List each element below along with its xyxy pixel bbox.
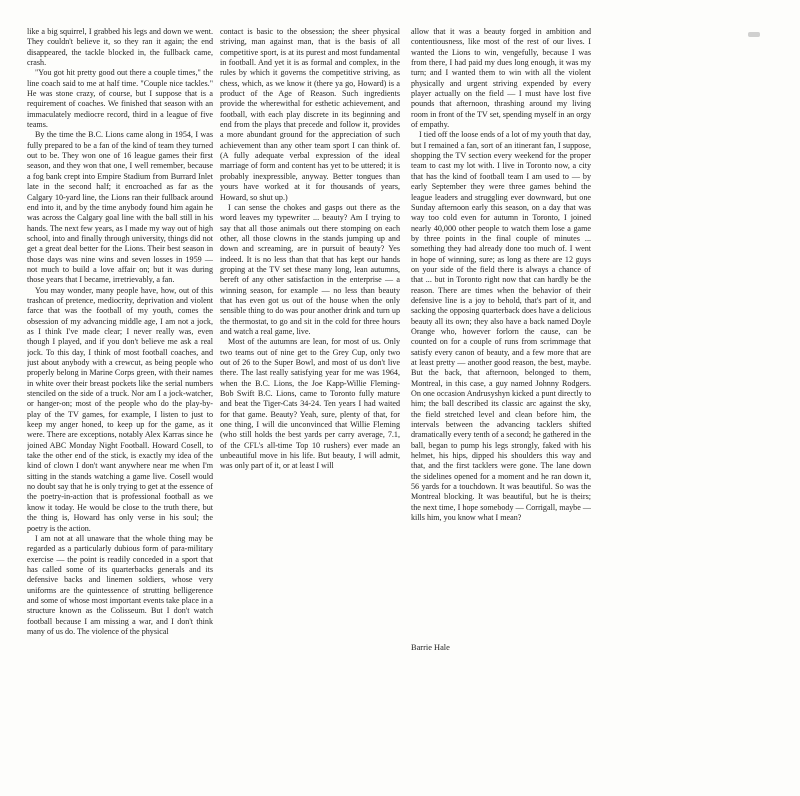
- article-column-1: [27, 27, 213, 717]
- paragraph: You may wonder, many people have, how, out of this trashcan of pretence, mediocrity, deprivation and violent farce that was the football of my youth, comes the obsession of my advancing middle age, I am not a jock, as I think I've made clear; I never really was, even though I played, and if you don't believe me ask a real jock. To this day, I think of most football coaches, and just about anybody with a crewcut, as being people who properly belong in Marine Corps green, with their names in white over their breast pockets like the serial numbers stenciled on the side of a truck. Nor am I a jock-watcher, or hanger-on; most of the people who do the play-by-play of the TV games, for example, I listen to just to keep my anger honed, to keep up for the game, as it were. There are exceptions, notably Alex Karras since he joined ABC Monday Night Football. Howard Cosell, to take the other end of the stick, is exactly my idea of the kind of clown I don't want anywhere near me when I'm sitting in the stands watching a game live. Cosell would no doubt say that he is only trying to get at the essence of the poetry-in-action that is professional football as we know it today. He would be close to the truth there, but the thing is, Howard has only verse in his soul; the poetry is the action.: [27, 285, 213, 533]
- paragraph: allow that it was a beauty forged in ambition and contentiousness, like most of the rest of our lives. I wanted the Lions to win, vengefully, because I was from there, I had paid my dues long enough, it was my turn; and I wanted them to win with all the violent physically and urgent striving expended by every player actually on the field — I must have lost five pounds that afternoon, thrashing around my living room in front of the TV set, spending myself in an orgy of empathy.: [411, 27, 591, 130]
- paragraph: "You got hit pretty good out there a couple times," the line coach said to me at half time. "Couple nice tackles." He was stone crazy, of course, but I suppose that is a requirement of coaches. We finished that season with an immaculately mediocre record, third in a league of five teams.: [27, 68, 213, 130]
- paragraph: I can sense the chokes and gasps out there as the word leaves my typewriter ... beauty? Am I trying to say that all those animals out there stomping on each other, all those clowns in the stands jumping up and down and screaming, are in pursuit of beauty? Yes indeed. It is no less than that that has kept our hands groping at the TV set these many long, lean autumns, bereft of any other satisfaction in the enterprise — a winning season, for example — no less than beauty that has even got us out of the house when the only sensible thing to do was pour another drink and turn up the thermostat, to go and sit in the cold for three hours and watch a real game, live.: [220, 202, 400, 336]
- paragraph: By the time the B.C. Lions came along in 1954, I was fully prepared to be a fan of the kind of team they turned out to be. They won one of 16 league games their first season, and they won that one, I well remember, because a fog bank crept into Empire Stadium from Burrard Inlet late in the second half; it encroached as far as the Calgary 10-yard line, the Lions ran their fullback around end into it, and by the time anybody found him again he was across the Calgary goal line with the ball still in his hands. The next few years, as I made my way out of high school, into and finally through university, things did not get a great deal better for the Lions. Their best season in those days was nine wins and seven losses in 1959 — not much to build a love affair on; but it was during those years that I became, irretrievably, a fan.: [27, 130, 213, 285]
- article-column-2: [220, 27, 400, 717]
- paragraph: like a big squirrel, I grabbed his legs and down we went. They couldn't believe it, so they ran it again; the end disappeared, the tackle blocked in, the fullback came, crash.: [27, 27, 213, 68]
- paragraph: I am not at all unaware that the whole thing may be regarded as a particularly dubious form of para-military exercise — the point is readily conceded in a sport that has called some of its quarterbacks generals and its defensive backs and linemen soldiers, whose very uniforms are the quintessence of strutting belligerence and some of whose most important events take place in a structure known as the Colisseum. But I don't watch football because I am missing a war, and I don't think many of us do. The violence of the physical: [27, 533, 213, 636]
- paragraph: Most of the autumns are lean, for most of us. Only two teams out of nine get to the Grey Cup, only two out of 26 to the Super Bowl, and most of us don't live there. The last really satisfying year for me was 1964, when the B.C. Lions, the Joe Kapp-Willie Fleming-Bob Swift B.C. Lions, came to Toronto fully mature and beat the Tiger-Cats 34-24. Ten years I had waited for that game. Beauty? Yeah, sure, plenty of that, for one thing, I will die unconvinced that Willie Fleming (who still holds the best yards per carry average, 7.1, of the CFL's all-time Top 10 rushers) ever made an unbeautiful move in his life. But beauty, I will admit, was only part of it, or at least I will: [220, 337, 400, 471]
- paragraph: I tied off the loose ends of a lot of my youth that day, but I remained a fan, sort of an itinerant fan, I suppose, shopping the TV section every weekend for the proper team to cast my lot with. I live in Toronto now, a city that has the kind of football team I am used to — by early September they were three games behind the league leaders and struggling ever downward, but one Sunday afternoon early this season, on a day that was way too cold even for autumn in Toronto, I joined nearly 40,000 other people to watch them lose a game by three points in the final couple of minutes ... something they had already done too much of. I went in hope of winning, sure; as long as there are 12 guys on your side of the field there is always a chance of that ... but in Toronto right now that can hardly be the reason. There are times when the behavior of their defensive line is a joy to behold, that's part of it, and sacking the opposing quarterback does have a delicious beauty all its own; they also have a back named Doyle Orange who, however forlorn the cause, can be counted on for a couple of runs from scrimmage that satisfy every canon of beauty, and a few more that are at least pretty — another good reason, the best, maybe. But the back, that afternoon, belonged to them, Montreal, in this case, a guy named Johnny Rodgers. On one occasion Andrusyshyn kicked a punt directly to him; the ball described its classic arc against the sky, the field stretched level and clean before him, the intervals between the advancing tacklers shifted dramatically every tenth of a second; he gathered in the ball, began to pump his legs strongly, faked with his helmet, his hips, dipped his shoulders this way and that, and the first tacklers were gone. The lane down the sidelines opened for a moment and he ran down it, 56 yards for a touchdown. It was beautiful. So was the Montreal blocking. It was beautiful, but he is theirs; the next time, I hope somebody — Corrigall, maybe — kills him, you know what I mean?: [411, 130, 591, 523]
- paragraph: contact is basic to the obsession; the sheer physical striving, man against man, that is the basis of all competitive sport, is at its purest and most fundamental in football. And yet it is as formal and complex, in the rules by which it governs the competitive striving, as chess, which, as we know it (there ya go, Howard) is a product of the Age of Reason. Such ingredients provide the wherewithal for esthetic achievement, and football, with each play discrete in its beginning and end from the plays that precede and follow it, provides a more abundant ground for the appreciation of such achievement than any other team sport I can think of. (A fully adequate verbal expression of the ideal marriage of form and content has yet to be uttered; it is probably inexpressible, anyway. Better tongues than yours have worked at it for thousands of years, Howard, so shut up.): [220, 27, 400, 202]
- author-byline: Barrie Hale: [411, 643, 450, 652]
- page-mark: [748, 32, 760, 37]
- article-column-3: [411, 27, 591, 627]
